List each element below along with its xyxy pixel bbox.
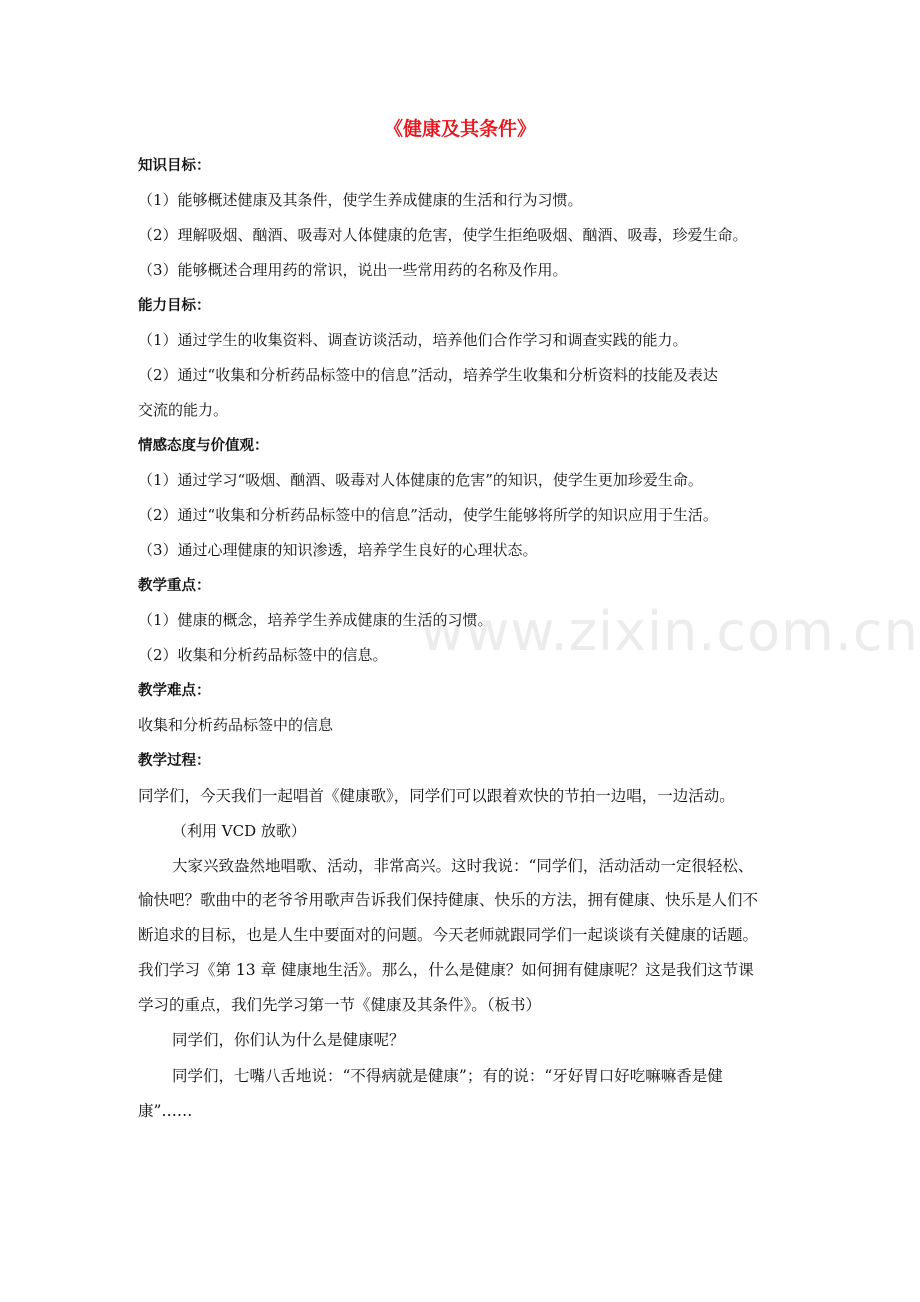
section-heading-difficulty: 教学难点： bbox=[138, 683, 211, 699]
paragraph-line: 同学们，七嘴八舌地说：“不得病就是健康”；有的说：“牙好胃口好吃嘛嘛香是健 bbox=[172, 1067, 723, 1085]
section-heading-process: 教学过程： bbox=[138, 753, 211, 769]
section-heading-ability: 能力目标： bbox=[138, 298, 211, 314]
paragraph-line: （1）通过学习“吸烟、酗酒、吸毒对人体健康的危害”的知识，使学生更加珍爱生命。 bbox=[138, 471, 703, 489]
paragraph-line: 同学们，今天我们一起唱首《健康歌》，同学们可以跟着欢快的节拍一边唱，一边活动。 bbox=[138, 787, 735, 805]
paragraph-line: 交流的能力。 bbox=[138, 401, 229, 419]
paragraph-line: 康”…… bbox=[138, 1102, 193, 1120]
paragraph-line: （1）能够概述健康及其条件，使学生养成健康的生活和行为习惯。 bbox=[138, 191, 583, 209]
document-title: 《健康及其条件》 bbox=[383, 118, 536, 140]
section-heading-key-points: 教学重点： bbox=[138, 578, 211, 594]
paragraph-line: （3）能够概述合理用药的常识，说出一些常用药的名称及作用。 bbox=[138, 261, 568, 279]
paragraph-line: （2）理解吸烟、酗酒、吸毒对人体健康的危害，使学生拒绝吸烟、酗酒、吸毒，珍爱生命。 bbox=[138, 226, 748, 244]
paragraph-line: （2）收集和分析药品标签中的信息。 bbox=[138, 646, 388, 664]
paragraph-line: 学习的重点，我们先学习第一节《健康及其条件》。（板书） bbox=[138, 996, 542, 1014]
paragraph-line: （1）健康的概念，培养学生养成健康的生活的习惯。 bbox=[138, 611, 493, 629]
paragraph-line: 愉快吧？歌曲中的老爷爷用歌声告诉我们保持健康、快乐的方法，拥有健康、快乐是人们不 bbox=[138, 891, 759, 909]
paragraph-line: 收集和分析药品标签中的信息 bbox=[138, 716, 334, 734]
paragraph-line: （2）通过“收集和分析药品标签中的信息”活动，使学生能够将所学的知识应用于生活。 bbox=[138, 506, 718, 524]
paragraph-line: 我们学习《第 13 章 健康地生活》。那么，什么是健康？如何拥有健康呢？这是我们这节课 bbox=[138, 961, 754, 979]
paragraph-line: （利用 VCD 放歌） bbox=[172, 822, 306, 840]
section-heading-knowledge: 知识目标： bbox=[138, 158, 211, 174]
paragraph-line: （1）通过学生的收集资料、调查访谈活动，培养他们合作学习和调查实践的能力。 bbox=[138, 331, 688, 349]
paragraph-line: 大家兴致盎然地唱歌、活动，非常高兴。这时我说：“同学们，活动活动一定很轻松、 bbox=[172, 857, 754, 875]
paragraph-line: 同学们，你们认为什么是健康呢？ bbox=[172, 1031, 405, 1049]
paragraph-line: （3）通过心理健康的知识渗透，培养学生良好的心理状态。 bbox=[138, 541, 538, 559]
paragraph-line: 断追求的目标，也是人生中要面对的问题。今天老师就跟同学们一起谈谈有关健康的话题。 bbox=[138, 926, 759, 944]
section-heading-attitude: 情感态度与价值观： bbox=[138, 438, 269, 454]
paragraph-line: （2）通过“收集和分析药品标签中的信息”活动，培养学生收集和分析资料的技能及表达 bbox=[138, 366, 718, 384]
watermark: www.zixin.com.cn bbox=[420, 600, 919, 663]
